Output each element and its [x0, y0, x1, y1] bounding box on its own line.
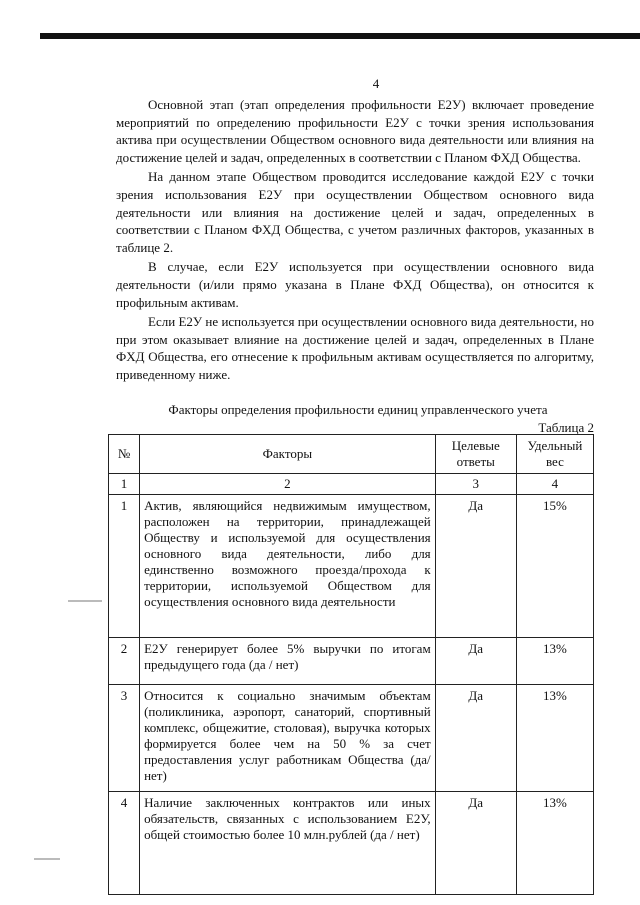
row-number: 1	[109, 495, 140, 638]
table-title: Факторы определения профильности единиц управленческого учета	[168, 402, 548, 417]
table-row	[109, 638, 594, 685]
row-factor: Наличие заключенных контрактов или иных обязательств, связанных с использованием Е2У, общей стоимостью более 10 млн.рублей (да / нет)	[140, 792, 436, 895]
table-header-row	[109, 435, 594, 474]
row-weight: 13%	[516, 638, 593, 685]
column-number: 3	[435, 474, 516, 495]
table-row	[109, 495, 594, 638]
body-text	[116, 96, 594, 386]
row-target-answer: Да	[435, 638, 516, 685]
paragraph: В случае, если Е2У используется при осуществлении основного вида деятельности (и/или прямо указана в Плане ФХД Общества), он относится к профильным активам.	[116, 259, 594, 310]
column-number: 1	[109, 474, 140, 495]
header-factors: Факторы	[140, 435, 436, 474]
page-number: 4	[372, 76, 380, 91]
paragraph: Основной этап (этап определения профильности Е2У) включает проведение мероприятий по определению профильности Е2У с точки зрения использования актива при осуществлении Обществом основного вида деятельности или влияния на достижение целей и задач, определенных в соответствии с Планом ФХД Общества.	[116, 97, 594, 165]
row-number: 4	[109, 792, 140, 895]
scan-artifact	[34, 858, 60, 860]
header-target-answers: Целевые ответы	[435, 435, 516, 474]
row-number: 3	[109, 685, 140, 792]
row-factor: Е2У генерирует более 5% выручки по итогам предыдущего года (да / нет)	[140, 638, 436, 685]
factors-table	[108, 434, 594, 895]
row-weight: 15%	[516, 495, 593, 638]
column-number: 4	[516, 474, 593, 495]
row-factor: Актив, являющийся недвижимым имуществом, расположен на территории, принадлежащей Обществу и используемой для осуществления основного вида деятельности, либо для единственно возможного проезда/прохода к территории, используемой Обществом для осуществления основного вида деятельности	[140, 495, 436, 638]
row-target-answer: Да	[435, 495, 516, 638]
top-border-rule	[40, 33, 640, 39]
column-number-row	[109, 474, 594, 495]
table-row	[109, 685, 594, 792]
row-factor: Относится к социально значимым объектам (поликлиника, аэропорт, санаторий, спортивный комплекс, общежитие, столовая), выручка которых формируется более чем на 50 % за счет предоставления услуг работникам Общества (да/нет)	[140, 685, 436, 792]
scan-artifact	[68, 600, 102, 602]
paragraph: Если Е2У не используется при осуществлении основного вида деятельности, но при этом оказывает влияние на достижение целей и задач, определенных в Плане ФХД Общества, его отнесение к профильным активам осуществляется по алгоритму, приведенному ниже.	[116, 314, 594, 382]
row-number: 2	[109, 638, 140, 685]
column-number: 2	[140, 474, 436, 495]
header-weight: Удельный вес	[516, 435, 593, 474]
header-num: №	[109, 435, 140, 474]
row-target-answer: Да	[435, 685, 516, 792]
row-weight: 13%	[516, 792, 593, 895]
row-target-answer: Да	[435, 792, 516, 895]
table-label: Таблица 2	[538, 420, 594, 435]
table-row	[109, 792, 594, 895]
paragraph: На данном этапе Обществом проводится исследование каждой Е2У с точки зрения использования Е2У при осуществлении Обществом основного вида деятельности или влияния на достижение целей и задач, определенных в соответствии с Планом ФХД Общества, с учетом различных факторов, указанных в таблице 2.	[116, 169, 594, 255]
row-weight: 13%	[516, 685, 593, 792]
